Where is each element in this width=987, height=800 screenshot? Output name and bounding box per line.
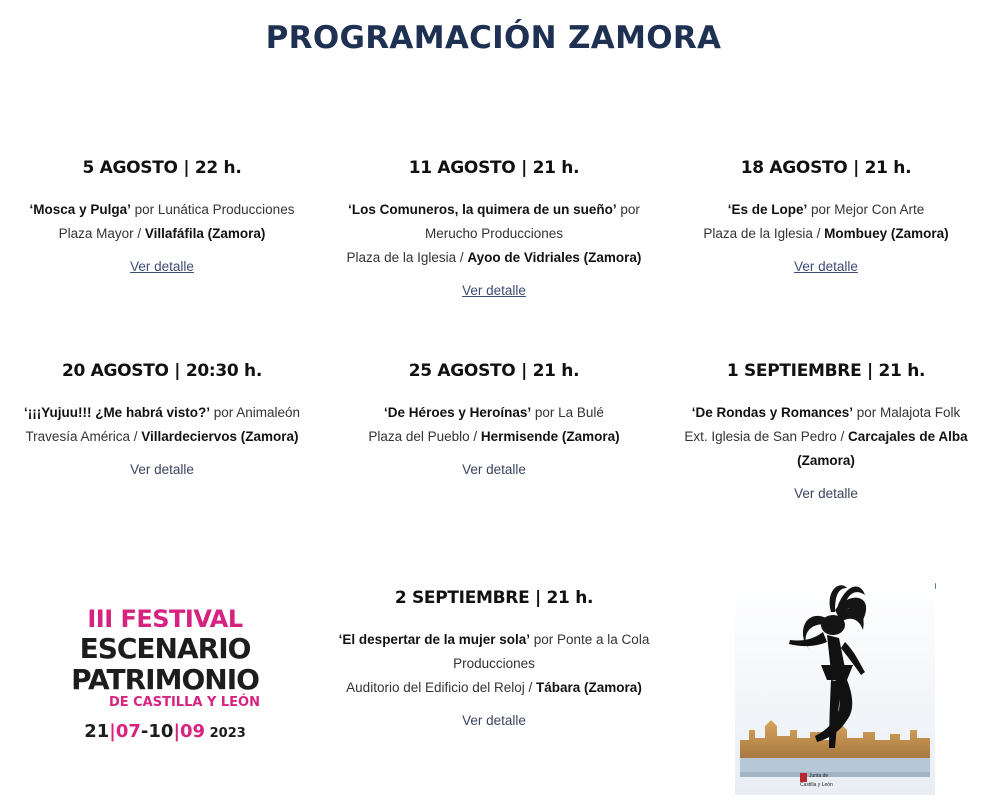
event-company: por Mejor Con Arte bbox=[807, 202, 925, 217]
event-town: Tábara (Zamora) bbox=[536, 680, 642, 695]
event-show-title: ‘Es de Lope’ bbox=[727, 202, 808, 217]
event-description bbox=[2, 401, 322, 449]
event-card bbox=[666, 158, 986, 276]
ver-detalle-link[interactable]: Ver detalle bbox=[794, 259, 858, 274]
event-card bbox=[334, 588, 654, 730]
event-date: 20 AGOSTO | 20:30 h. bbox=[61, 361, 263, 381]
event-company: por Merucho Producciones bbox=[424, 202, 640, 241]
event-venue: Auditorio del Edificio del Reloj / bbox=[346, 680, 537, 695]
event-show-title: ‘El despertar de la mujer sola’ bbox=[338, 632, 530, 647]
event-venue: Plaza de la Iglesia / bbox=[703, 226, 825, 241]
festival-year: 2023 bbox=[205, 726, 246, 741]
event-town: Mombuey (Zamora) bbox=[824, 226, 949, 241]
event-card bbox=[334, 361, 654, 479]
festival-date-part: -10 bbox=[140, 721, 174, 742]
event-description bbox=[334, 198, 654, 270]
event-venue: Plaza Mayor / bbox=[58, 226, 145, 241]
junta-crest-logo bbox=[800, 773, 840, 791]
event-town: Villafáfila (Zamora) bbox=[144, 226, 266, 241]
ver-detalle-link[interactable]: Ver detalle bbox=[462, 462, 526, 477]
ver-detalle-link[interactable]: Ver detalle bbox=[130, 259, 194, 274]
festival-date-part: 09 bbox=[180, 721, 206, 742]
crest-text: Junta de Castilla y León bbox=[800, 773, 833, 788]
event-date: 11 AGOSTO | 21 h. bbox=[408, 158, 580, 178]
event-date: 25 AGOSTO | 21 h. bbox=[408, 361, 580, 381]
event-card bbox=[2, 361, 322, 479]
event-date: 2 SEPTIEMBRE | 21 h. bbox=[394, 588, 594, 608]
event-card bbox=[2, 158, 322, 276]
event-company: por La Bulé bbox=[531, 405, 604, 420]
festival-logo-dates: 21|07-10|09 2023 bbox=[84, 721, 246, 742]
event-town: Carcajales de Alba (Zamora) bbox=[797, 429, 968, 468]
ver-detalle-link[interactable]: Ver detalle bbox=[462, 713, 526, 728]
event-company: por Animaleón bbox=[209, 405, 301, 420]
event-venue: Travesía América / bbox=[25, 429, 142, 444]
event-card bbox=[666, 361, 986, 503]
event-show-title: ‘De Rondas y Romances’ bbox=[691, 405, 853, 420]
event-date: 5 AGOSTO | 22 h. bbox=[82, 158, 242, 178]
event-town: Villardeciervos (Zamora) bbox=[141, 429, 299, 444]
event-show-title: ‘Los Comuneros, la quimera de un sueño’ bbox=[348, 202, 617, 217]
festival-logo-line1: III FESTIVAL bbox=[87, 605, 243, 633]
ver-detalle-link[interactable]: Ver detalle bbox=[130, 462, 194, 477]
event-description bbox=[334, 628, 654, 700]
event-venue: Ext. Iglesia de San Pedro / bbox=[684, 429, 849, 444]
event-description bbox=[666, 401, 986, 473]
event-town: Hermisende (Zamora) bbox=[480, 429, 620, 444]
festival-date-part: 07 bbox=[115, 721, 141, 742]
event-company: por Ponte a la Cola Producciones bbox=[453, 632, 650, 671]
event-show-title: ‘Mosca y Pulga’ bbox=[29, 202, 131, 217]
event-venue: Plaza de la Iglesia / bbox=[346, 250, 468, 265]
event-venue: Plaza del Pueblo / bbox=[368, 429, 481, 444]
event-show-title: ‘¡¡¡Yujuu!!! ¿Me habrá visto?’ bbox=[23, 405, 210, 420]
event-show-title: ‘De Héroes y Heroínas’ bbox=[384, 405, 532, 420]
page-title: PROGRAMACIÓN ZAMORA bbox=[265, 20, 722, 56]
event-description bbox=[334, 401, 654, 449]
festival-logo-line3: PATRIMONIO bbox=[71, 663, 259, 696]
festival-logo-line2: ESCENARIO bbox=[79, 632, 251, 665]
event-company: por Lunática Producciones bbox=[130, 202, 295, 217]
event-card bbox=[334, 158, 654, 300]
festival-logo bbox=[60, 605, 270, 751]
event-company: por Malajota Folk bbox=[853, 405, 961, 420]
event-description bbox=[666, 198, 986, 246]
event-town: Ayoo de Vidriales (Zamora) bbox=[467, 250, 642, 265]
ver-detalle-link[interactable]: Ver detalle bbox=[794, 486, 858, 501]
ver-detalle-link[interactable]: Ver detalle bbox=[462, 283, 526, 298]
festival-date-part: 21 bbox=[84, 721, 110, 742]
crest-icon bbox=[800, 773, 807, 782]
festival-logo-line4: DE CASTILLA Y LEÓN bbox=[108, 695, 260, 710]
event-description bbox=[2, 198, 322, 246]
event-date: 1 SEPTIEMBRE | 21 h. bbox=[726, 361, 926, 381]
event-date: 18 AGOSTO | 21 h. bbox=[740, 158, 912, 178]
festival-poster-image bbox=[735, 580, 935, 795]
